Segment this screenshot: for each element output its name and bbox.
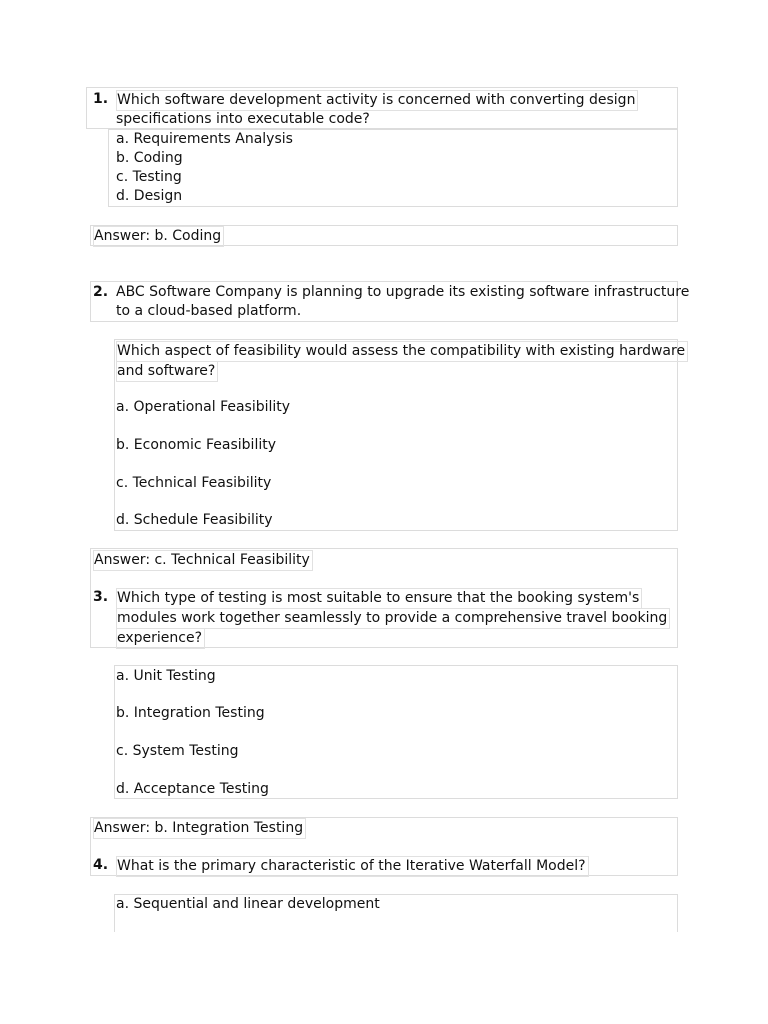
question-4-number: 4. xyxy=(93,857,109,873)
question-1-option-c: c. Testing xyxy=(116,169,182,185)
question-3-option-d: d. Acceptance Testing xyxy=(116,781,269,797)
question-3-answer: Answer: b. Integration Testing xyxy=(93,818,306,839)
question-1-option-d: d. Design xyxy=(116,188,183,204)
page-bottom-cutoff xyxy=(0,932,768,1024)
question-2-subquestion-line-2: and software? xyxy=(116,361,218,382)
question-2-option-d: d. Schedule Feasibility xyxy=(116,512,273,528)
question-3-option-c: c. System Testing xyxy=(116,743,239,759)
question-2-option-b: b. Economic Feasibility xyxy=(116,437,277,453)
question-3-number: 3. xyxy=(93,589,109,605)
question-2-text-line-2: to a cloud-based platform. xyxy=(116,303,302,319)
question-2-subquestion-line-1: Which aspect of feasibility would assess the compatibility with existing hardware xyxy=(116,341,688,362)
question-2-option-a: a. Operational Feasibility xyxy=(116,399,291,415)
question-4-text-line-1: What is the primary characteristic of the Iterative Waterfall Model? xyxy=(116,856,589,877)
question-3-option-a: a. Unit Testing xyxy=(116,668,216,684)
question-1-text-line-1: Which software development activity is concerned with converting design xyxy=(116,90,638,111)
question-3-text-line-2: modules work together seamlessly to provide a comprehensive travel booking xyxy=(116,608,670,629)
question-1-option-b: b. Coding xyxy=(116,150,183,166)
question-2-option-c: c. Technical Feasibility xyxy=(116,475,272,491)
question-1-option-a: a. Requirements Analysis xyxy=(116,131,293,147)
question-1-number: 1. xyxy=(93,91,109,107)
question-3-option-b: b. Integration Testing xyxy=(116,705,265,721)
question-2-text-line-1: ABC Software Company is planning to upgrade its existing software infrastructure xyxy=(116,284,690,300)
question-1-answer: Answer: b. Coding xyxy=(93,226,224,247)
question-3-text-line-3: experience? xyxy=(116,628,205,649)
question-1-text-line-2: specifications into executable code? xyxy=(116,111,370,127)
question-3-text-line-1: Which type of testing is most suitable to ensure that the booking system's xyxy=(116,588,642,609)
question-2-answer: Answer: c. Technical Feasibility xyxy=(93,550,313,571)
question-4-option-a: a. Sequential and linear development xyxy=(116,896,380,912)
question-2-number: 2. xyxy=(93,284,109,300)
